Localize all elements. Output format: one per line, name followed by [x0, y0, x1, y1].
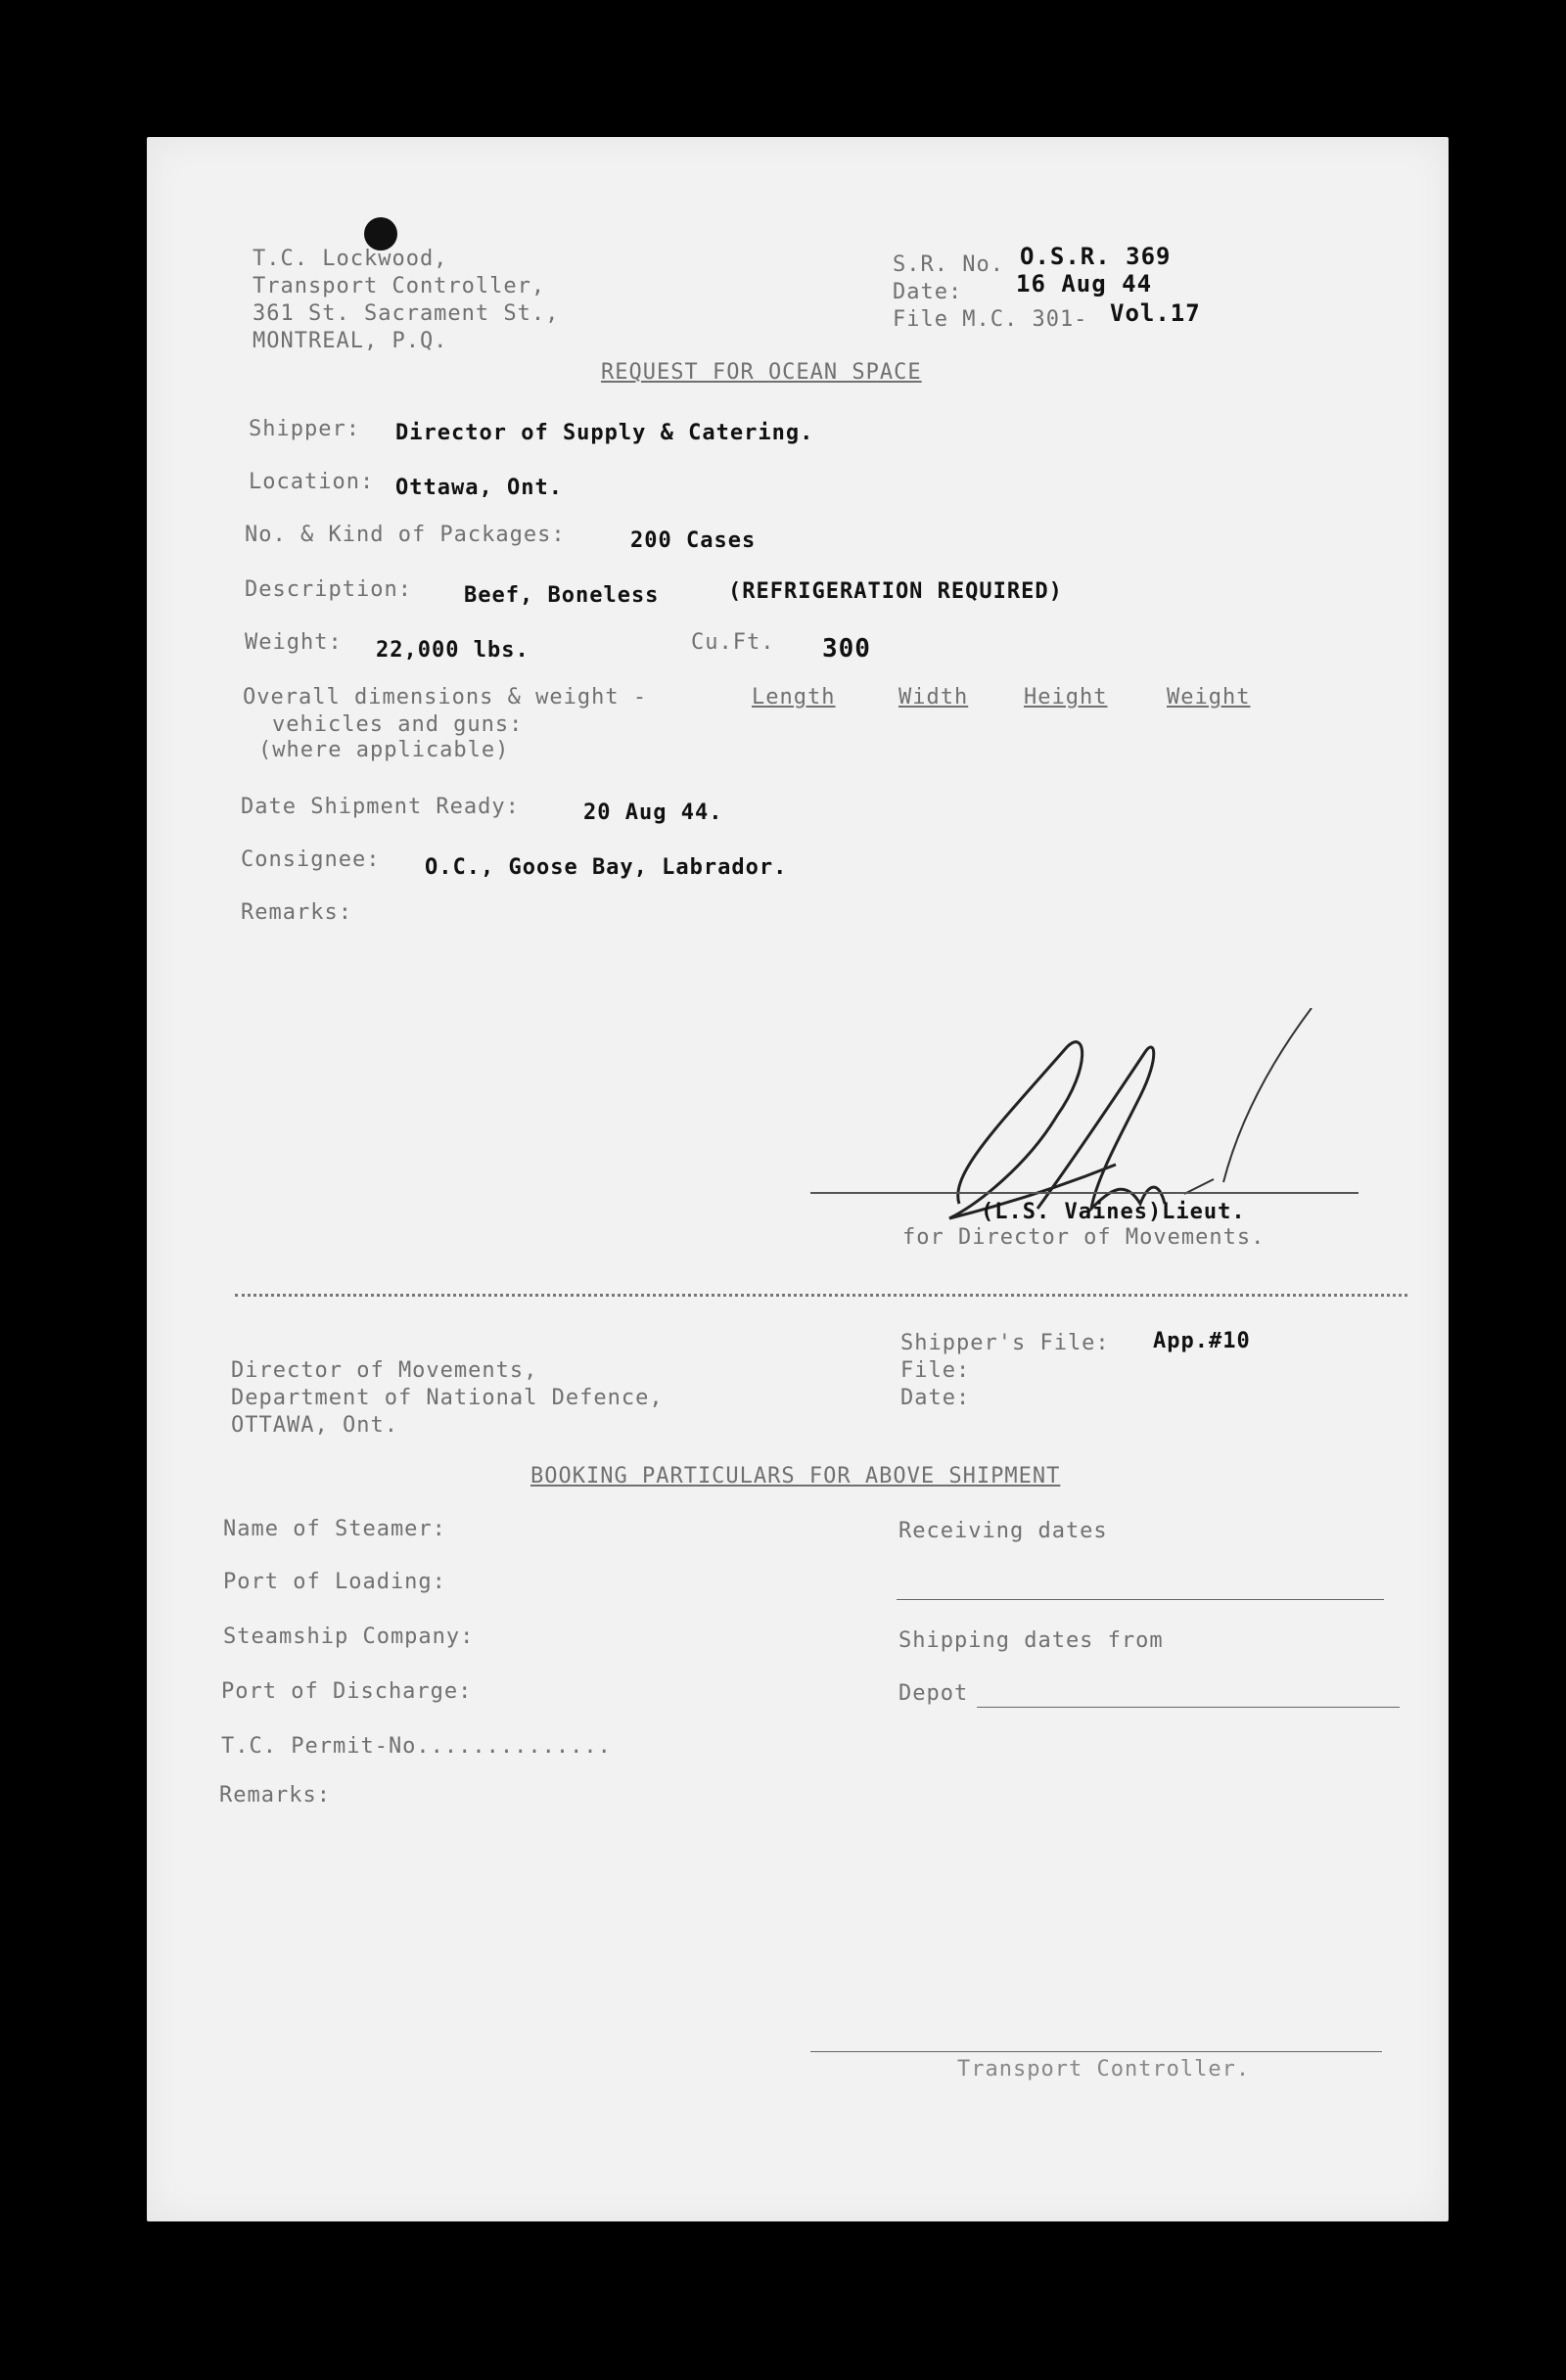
weight-label: Weight:	[245, 630, 343, 655]
description-note: (REFRIGERATION REQUIRED)	[728, 579, 1063, 604]
cuft-value: 300	[822, 634, 871, 664]
dim-height: Height	[1024, 685, 1108, 709]
shipper-value: Director of Supply & Catering.	[395, 421, 814, 445]
file-field-label: File:	[900, 1358, 971, 1383]
cuft-label: Cu.Ft.	[691, 630, 775, 655]
consignee-label: Consignee:	[241, 847, 381, 872]
recipient-dept: Department of National Defence,	[231, 1386, 664, 1410]
packages-value: 200 Cases	[630, 528, 757, 553]
recipient-office: Director of Movements,	[231, 1358, 538, 1383]
location-label: Location:	[249, 470, 375, 494]
sender-city: MONTREAL, P.Q.	[253, 329, 448, 353]
form-title: REQUEST FOR OCEAN SPACE	[601, 360, 922, 385]
sr-value: O.S.R. 369	[1020, 243, 1172, 270]
ready-value: 20 Aug 44.	[583, 801, 723, 825]
permit-label: T.C. Permit-No..............	[221, 1734, 612, 1759]
date-label: Date:	[893, 280, 963, 304]
shippers-file-value: App.#10	[1153, 1329, 1251, 1353]
location-value: Ottawa, Ont.	[395, 476, 563, 500]
file-label: File M.C. 301-	[893, 307, 1088, 332]
shipping-dates-label: Shipping dates from	[898, 1628, 1164, 1653]
consignee-value: O.C., Goose Bay, Labrador.	[425, 855, 788, 880]
shipper-label: Shipper:	[249, 417, 360, 441]
port-discharge-label: Port of Discharge:	[221, 1679, 473, 1704]
controller-label: Transport Controller.	[957, 2057, 1251, 2082]
receiving-dates-label: Receiving dates	[898, 1519, 1108, 1543]
dimensions-label-3: (where applicable)	[258, 738, 510, 762]
weight-value: 22,000 lbs.	[376, 638, 530, 663]
ready-label: Date Shipment Ready:	[241, 795, 520, 819]
shippers-file-label: Shipper's File:	[900, 1331, 1110, 1355]
sender-name: T.C. Lockwood,	[253, 247, 448, 271]
controller-signature-line	[810, 2051, 1382, 2052]
signature-line	[810, 1192, 1359, 1194]
punch-hole	[364, 217, 397, 251]
packages-label: No. & Kind of Packages:	[245, 523, 566, 547]
signatory-for: for Director of Movements.	[902, 1225, 1266, 1250]
steamer-label: Name of Steamer:	[223, 1517, 446, 1541]
booking-remarks-label: Remarks:	[219, 1783, 331, 1808]
remarks-label: Remarks:	[241, 900, 352, 925]
dimensions-label-2: vehicles and guns:	[272, 712, 524, 737]
sender-street: 361 St. Sacrament St.,	[253, 301, 560, 326]
signatory-name: (L.S. Vaines)Lieut.	[981, 1200, 1246, 1224]
depot-line	[977, 1707, 1400, 1708]
section-divider	[235, 1294, 1407, 1297]
date-field-label: Date:	[900, 1386, 971, 1410]
dimensions-label: Overall dimensions & weight -	[243, 685, 648, 709]
dim-weight: Weight	[1167, 685, 1251, 709]
recipient-city: OTTAWA, Ont.	[231, 1413, 398, 1438]
steamship-company-label: Steamship Company:	[223, 1625, 475, 1649]
file-value: Vol.17	[1110, 299, 1201, 327]
booking-title: BOOKING PARTICULARS FOR ABOVE SHIPMENT	[530, 1464, 1061, 1488]
port-loading-label: Port of Loading:	[223, 1570, 446, 1594]
depot-label: Depot	[898, 1681, 969, 1706]
dim-width: Width	[898, 685, 969, 709]
description-label: Description:	[245, 577, 412, 602]
receiving-dates-line	[897, 1599, 1384, 1600]
sr-label: S.R. No.	[893, 252, 1004, 277]
sender-title: Transport Controller,	[253, 274, 546, 298]
date-value: 16 Aug 44	[1016, 270, 1153, 298]
description-value: Beef, Boneless	[464, 583, 660, 608]
dim-length: Length	[752, 685, 836, 709]
